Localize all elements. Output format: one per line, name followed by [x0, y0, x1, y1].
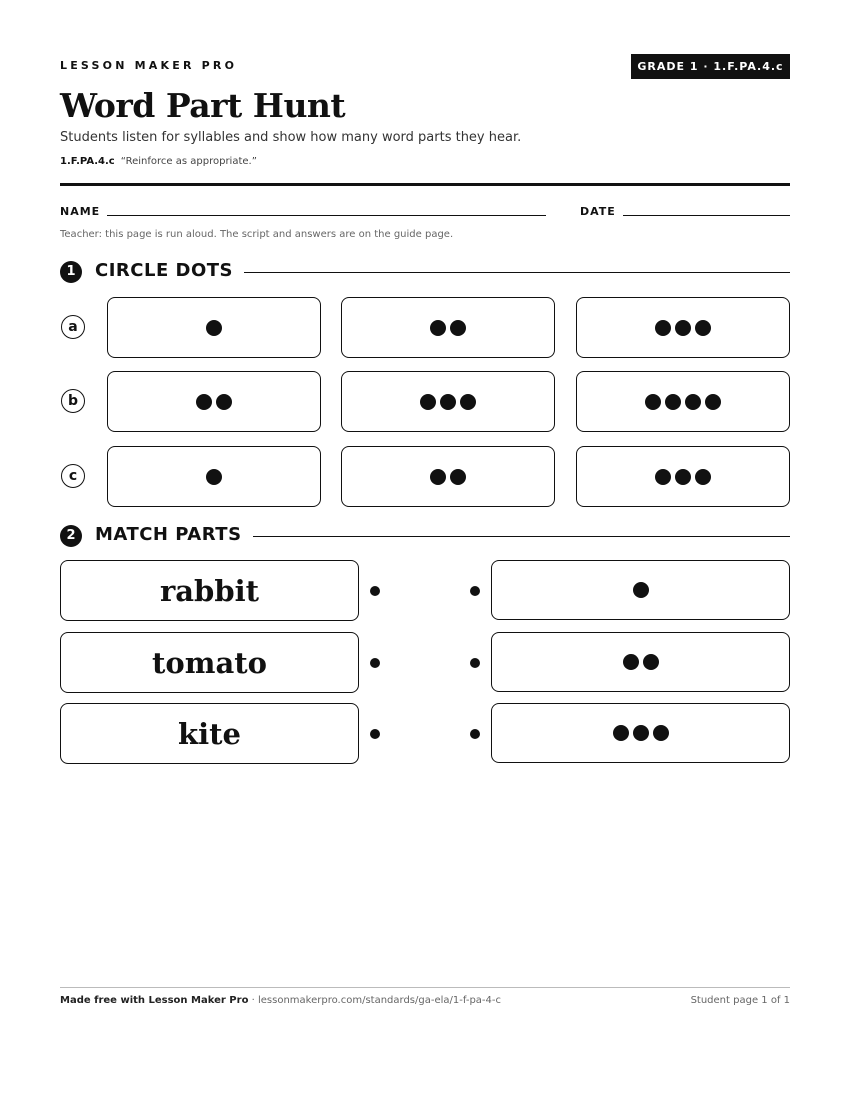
dot-choice-box[interactable] [576, 446, 790, 507]
header-divider [60, 183, 790, 186]
syllable-dot [645, 394, 661, 410]
section-1-title: CIRCLE DOTS [95, 260, 233, 281]
syllable-dot [623, 654, 639, 670]
syllable-dot [196, 394, 212, 410]
dot-choice-box[interactable] [107, 446, 321, 507]
date-label: DATE [580, 205, 616, 218]
dot-choice-box[interactable] [341, 297, 555, 358]
syllable-dot [675, 320, 691, 336]
dot-count-card[interactable] [491, 560, 790, 620]
syllable-dot [643, 654, 659, 670]
teacher-note: Teacher: this page is run aloud. The script and answers are on the guide page. [60, 229, 454, 240]
match-point-right[interactable] [470, 658, 480, 668]
standard-line [60, 156, 257, 167]
syllable-dot [450, 469, 466, 485]
syllable-dot [613, 725, 629, 741]
dot-choice-box[interactable] [576, 371, 790, 432]
syllable-dot [216, 394, 232, 410]
match-point-left[interactable] [370, 586, 380, 596]
row-letter-0: a [61, 315, 85, 339]
syllable-dot [460, 394, 476, 410]
word-card[interactable]: tomato [60, 632, 359, 693]
date-field[interactable] [623, 215, 790, 216]
syllable-dot [685, 394, 701, 410]
syllable-dot [430, 469, 446, 485]
syllable-dot [695, 320, 711, 336]
standard-quote: “Reinforce as appropriate.” [120, 156, 257, 167]
syllable-dot [440, 394, 456, 410]
syllable-dot [665, 394, 681, 410]
standard-code: 1.F.PA.4.c [60, 156, 115, 167]
syllable-dot [206, 320, 222, 336]
name-label: NAME [60, 205, 101, 218]
match-point-right[interactable] [470, 586, 480, 596]
section-1-rule [244, 272, 790, 273]
syllable-dot [653, 725, 669, 741]
syllable-dot [695, 469, 711, 485]
section-2-rule [253, 536, 790, 537]
syllable-dot [206, 469, 222, 485]
syllable-dot [633, 725, 649, 741]
dot-choice-box[interactable] [107, 371, 321, 432]
dot-choice-box[interactable] [576, 297, 790, 358]
word-card[interactable]: rabbit [60, 560, 359, 621]
dot-count-card[interactable] [491, 632, 790, 692]
syllable-dot [655, 469, 671, 485]
section-2-title: MATCH PARTS [95, 524, 242, 545]
syllable-dot [675, 469, 691, 485]
row-letter-2: c [61, 464, 85, 488]
dot-choice-box[interactable] [341, 371, 555, 432]
page-subtitle: Students listen for syllables and show how many word parts they hear. [60, 130, 522, 145]
syllable-dot [430, 320, 446, 336]
syllable-dot [450, 320, 466, 336]
dot-choice-box[interactable] [341, 446, 555, 507]
dot-choice-box[interactable] [107, 297, 321, 358]
section-1-number: 1 [60, 261, 82, 283]
grade-badge: GRADE 1 · 1.F.PA.4.c [631, 54, 790, 79]
dot-count-card[interactable] [491, 703, 790, 763]
footer-divider [60, 987, 790, 988]
footer-url: · lessonmakerpro.com/standards/ga-ela/1-f-pa-4-c [251, 995, 501, 1006]
page-title: Word Part Hunt [60, 86, 346, 125]
word-card[interactable]: kite [60, 703, 359, 764]
syllable-dot [420, 394, 436, 410]
syllable-dot [705, 394, 721, 410]
footer-credit [60, 995, 501, 1006]
footer-page-number: Student page 1 of 1 [690, 995, 790, 1006]
section-2-number: 2 [60, 525, 82, 547]
footer-made-with: Made free with Lesson Maker Pro [60, 995, 249, 1006]
match-point-left[interactable] [370, 729, 380, 739]
match-point-left[interactable] [370, 658, 380, 668]
match-point-right[interactable] [470, 729, 480, 739]
row-letter-1: b [61, 389, 85, 413]
name-field[interactable] [107, 215, 546, 216]
syllable-dot [655, 320, 671, 336]
syllable-dot [633, 582, 649, 598]
brand-name: LESSON MAKER PRO [60, 59, 238, 72]
